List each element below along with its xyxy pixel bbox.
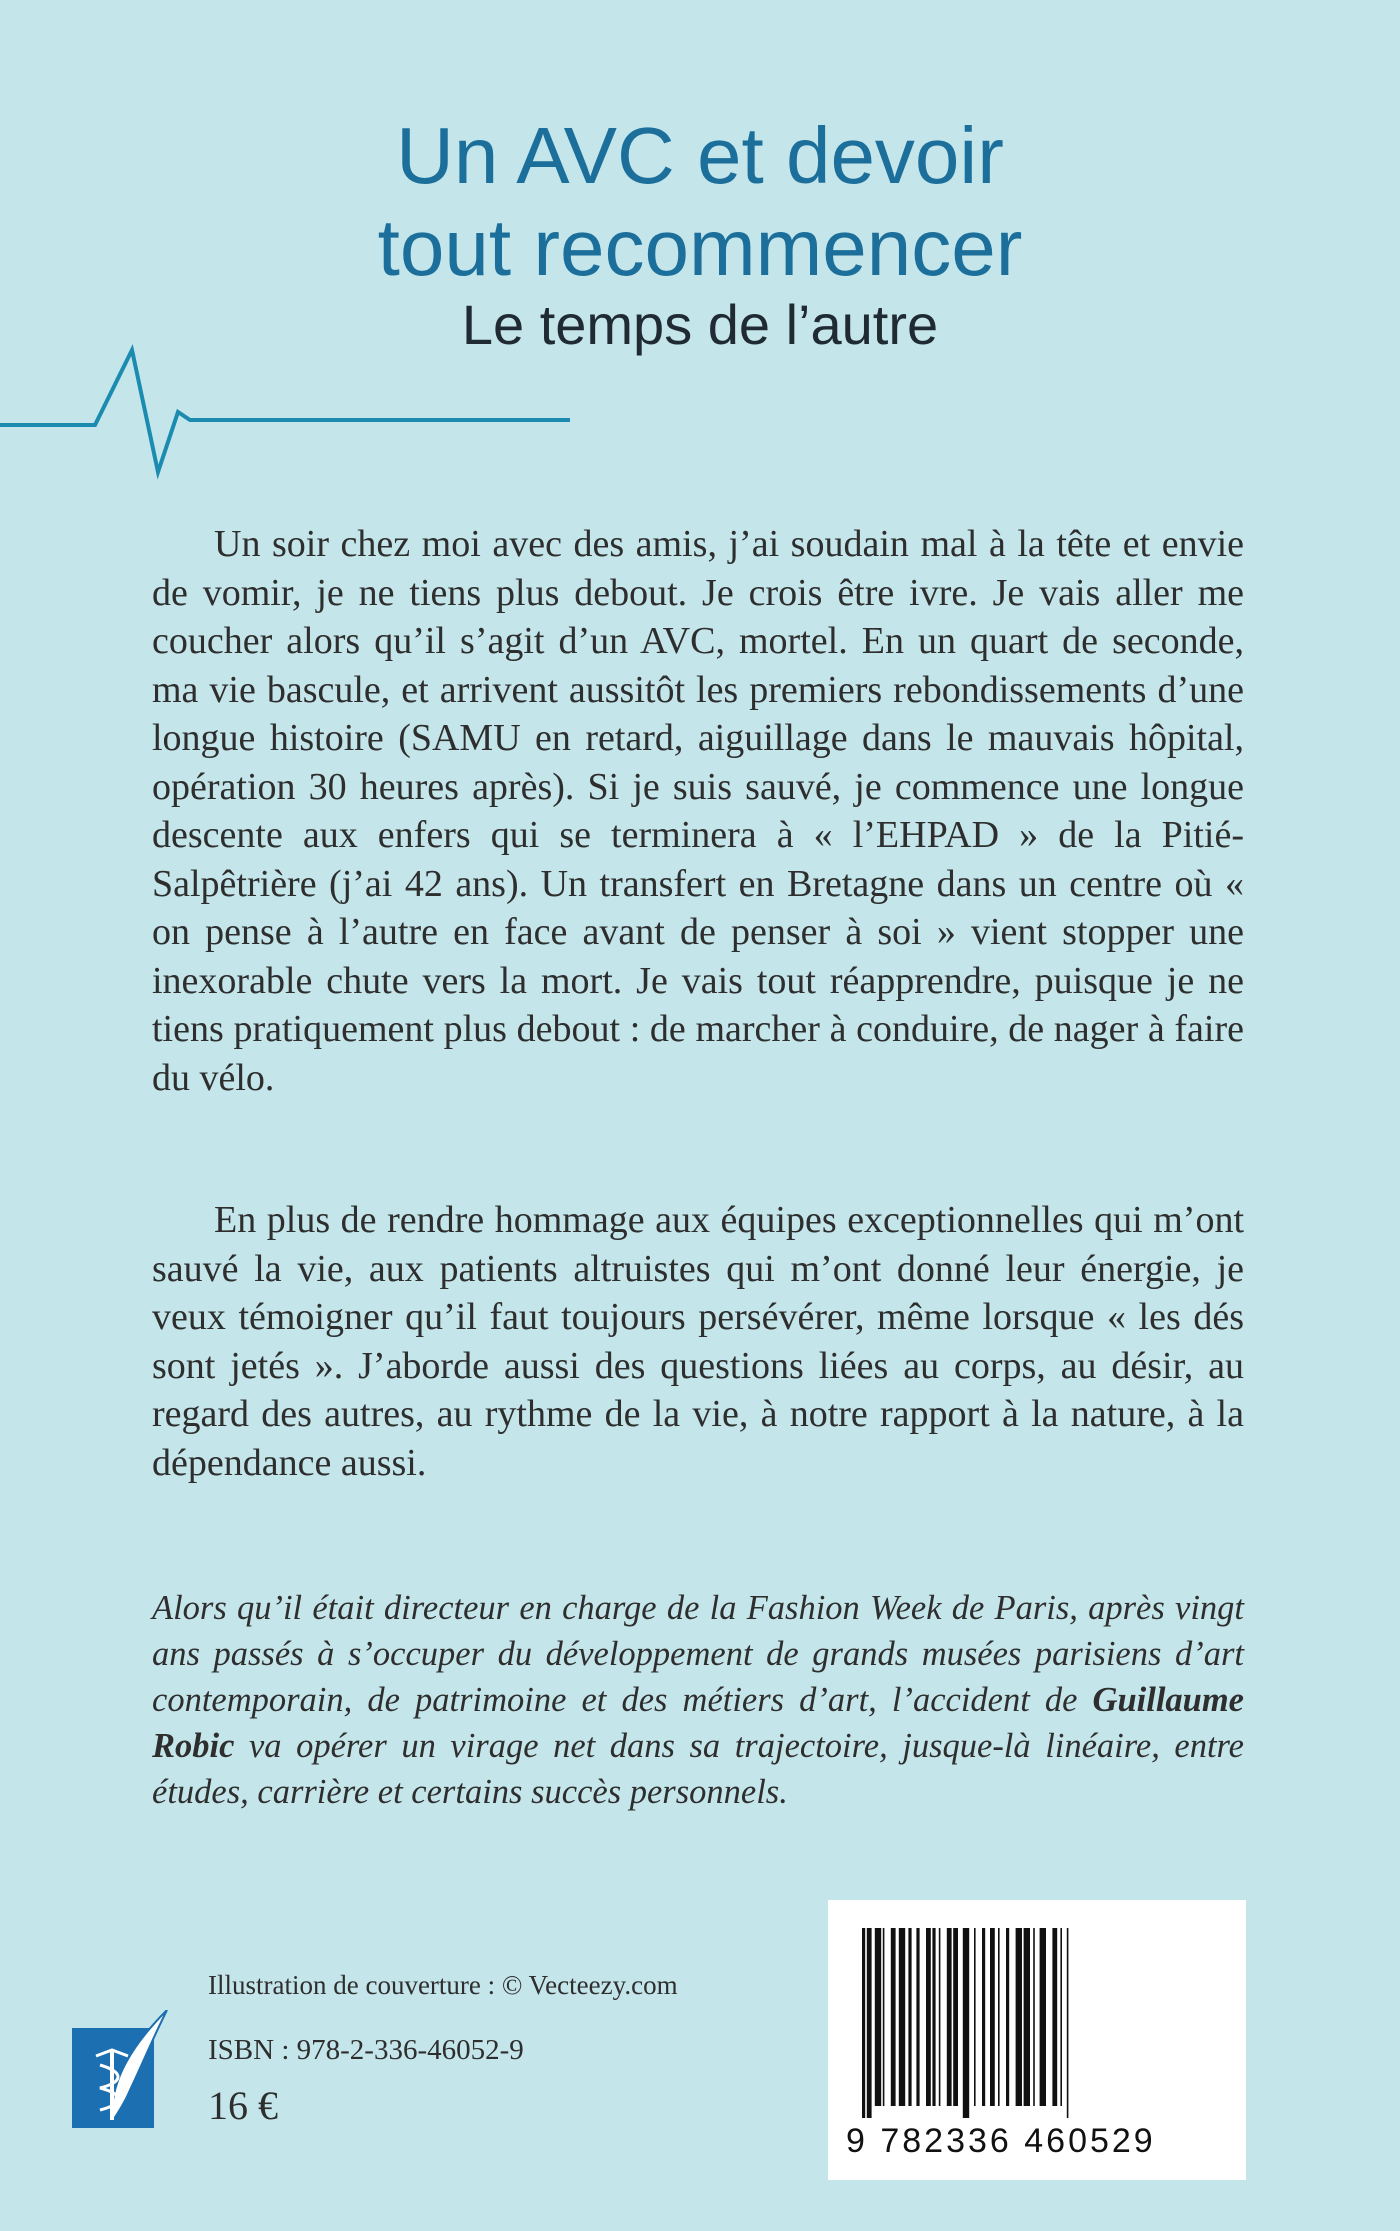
barcode-bar	[908, 1928, 911, 2106]
barcode-bar	[974, 1928, 976, 2106]
barcode-bar	[1060, 1928, 1062, 2106]
barcode-bar	[990, 1928, 995, 2106]
author-name: Guillaume Robic	[152, 1681, 1244, 1765]
isbn-number: ISBN : 978-2-336-46052-9	[208, 2034, 524, 2066]
bio-text-end: va opérer un virage net dans sa trajectoire, jusque-là linéaire, entre études, carrière et certains succès personnels.	[152, 1727, 1244, 1811]
summary-paragraph-1: Un soir chez moi avec des amis, j’ai soudain mal à la tête et envie de vomir, je ne tiens plus debout. Je crois être ivre. Je vais aller me coucher alors qu’il s’agit d’un AVC, mortel. En un quart de seconde, ma vie bascule, et arrivent aussitôt les premiers rebondissements d’une longue histoire (SAMU en retard, aiguillage dans le mauvais hôpital, opération 30 heures après). Si je suis sauvé, je commence une longue descente aux enfers qui se terminera à « l’EHPAD » de la Pitié-Salpêtrière (j’ai 42 ans). Un transfert en Bretagne dans un centre où « on pense à l’autre en face avant de penser à soi » vient stopper une inexorable chute vers la mort. Je vais tout réapprendre, puisque je ne tiens pratiquement plus debout : de marcher à conduire, de nager à faire du vélo.	[152, 523, 1244, 1099]
barcode-bar	[891, 1928, 896, 2106]
barcode-bar	[953, 1928, 958, 2106]
title-line-2: tout recommencer	[377, 203, 1023, 292]
barcode-bar	[1016, 1928, 1022, 2106]
barcode-digits: 9 782336 460529	[846, 2122, 1156, 2160]
barcode-bar	[1052, 1928, 1057, 2106]
barcode-icon	[858, 1928, 1216, 2118]
summary-paragraph-2: En plus de rendre hommage aux équipes exceptionnelles qui m’ont sauvé la vie, aux patients altruistes qui m’ont donné leur énergie, je veux témoigner qu’il faut toujours persévérer, même lorsque « les dés sont jetés ». J’aborde aussi des questions liées au corps, au désir, au regard des autres, au rythme de la vie, à notre rapport à la nature, à la dépendance aussi.	[152, 1199, 1244, 1484]
barcode-bar	[1040, 1928, 1046, 2106]
barcode-bar	[963, 1928, 969, 2118]
barcode-bar	[867, 1928, 872, 2118]
illustration-credit: Illustration de couverture : © Vecteezy.com	[208, 1970, 678, 2000]
bio-text-start: Alors qu’il était directeur en charge de la Fashion Week de Paris, après vingt ans passés à s’occuper du développement de grands musées parisiens d’art contemporain, de patrimoine et des métiers d’art, l’accident de	[152, 1589, 1244, 1719]
barcode-bar	[1067, 1928, 1069, 2118]
barcode-bar	[883, 1928, 885, 2106]
barcode-bar	[982, 1928, 985, 2106]
barcode-bar	[899, 1928, 905, 2106]
heartbeat-line-icon	[0, 340, 600, 480]
book-subtitle: Le temps de l’autre	[461, 293, 939, 356]
barcode-bar	[862, 1928, 865, 2118]
price-label: 16 €	[208, 2083, 278, 2128]
barcode-bar	[939, 1928, 941, 2106]
barcode-bar	[875, 1928, 881, 2106]
author-bio	[152, 1585, 1244, 1815]
barcode-bar	[932, 1928, 935, 2106]
book-title	[0, 110, 1400, 294]
title-line-1: Un AVC et devoir	[396, 111, 1004, 200]
publisher-logo-icon	[72, 2010, 172, 2130]
barcode-panel	[828, 1900, 1246, 2180]
barcode-bar	[926, 1928, 931, 2106]
barcode-bar	[916, 1928, 919, 2106]
barcode-bar	[1006, 1928, 1009, 2106]
barcode-bar	[947, 1928, 952, 2106]
barcode-bar	[1033, 1928, 1035, 2106]
barcode-bar	[998, 1928, 1000, 2106]
barcode-bar	[1024, 1928, 1030, 2106]
